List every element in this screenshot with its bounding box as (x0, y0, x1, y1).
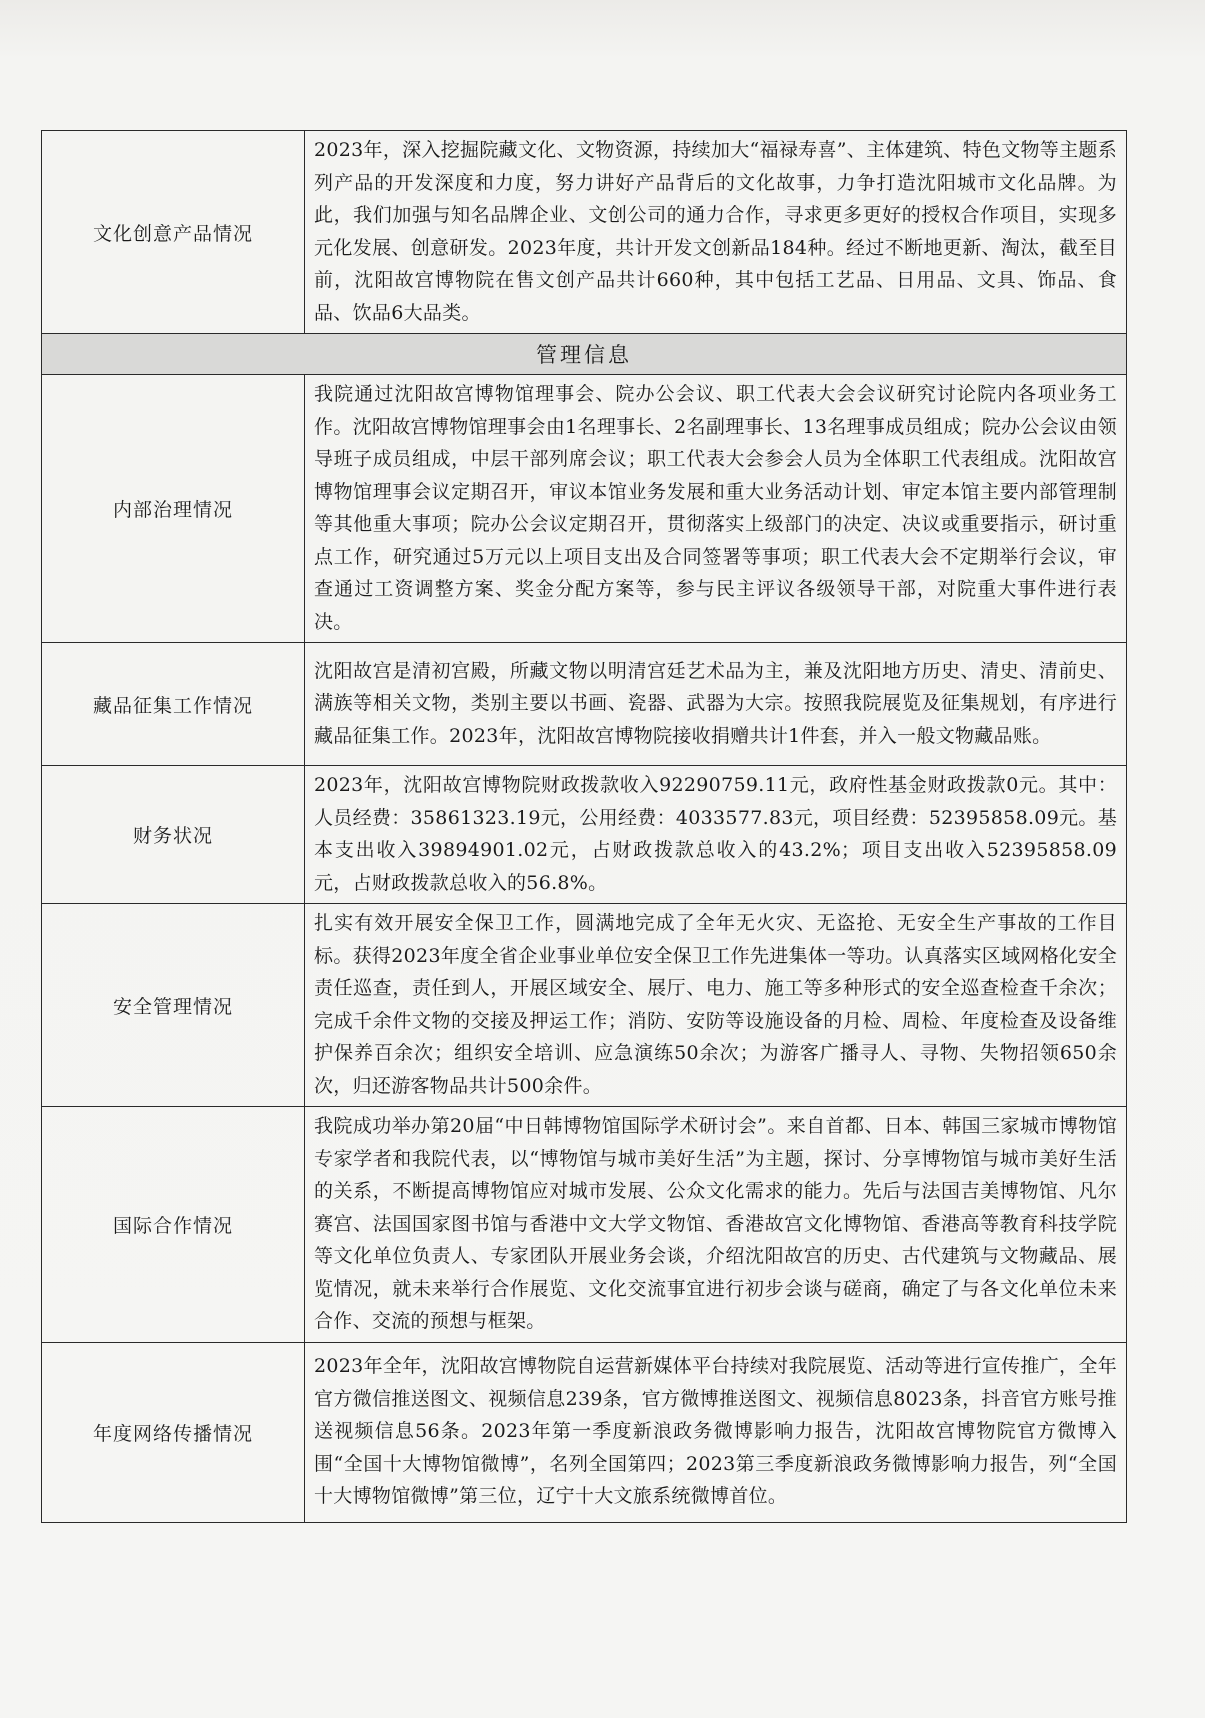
report-table (41, 130, 1127, 1523)
table-row (42, 375, 1127, 643)
row-content-internal-governance: 我院通过沈阳故宫博物馆理事会、院办公会议、职工代表大会会议研究讨论院内各项业务工作。沈阳故宫博物馆理事会由1名理事长、2名副理事长、13名理事成员组成；院办公会议由领导班子成员组成，中层干部列席会议；职工代表大会参会人员为全体职工代表组成。沈阳故宫博物馆理事会议定期召开，审议本馆业务发展和重大业务活动计划、审定本馆主要内部管理制等其他重大事项；院办公会议定期召开，贯彻落实上级部门的决定、决议或重要指示，研讨重点工作，研究通过5万元以上项目支出及合同签署等事项；职工代表大会不定期举行会议，审查通过工资调整方案、奖金分配方案等，参与民主评议各级领导干部，对院重大事件进行表决。 (305, 375, 1127, 643)
row-content-network: 2023年全年，沈阳故宫博物院自运营新媒体平台持续对我院展览、活动等进行宣传推广，全年官方微信推送图文、视频信息239条，官方微博推送图文、视频信息8023条，抖音官方账号推送视频信息56条。2023年第一季度新浪政务微博影响力报告，沈阳故宫博物院官方微博入围“全国十大博物馆微博”，名列全国第四；2023第三季度新浪政务微博影响力报告，列“全国十大博物馆微博”第三位，辽宁十大文旅系统微博首位。 (305, 1342, 1127, 1522)
section-header-row (42, 334, 1127, 375)
row-content-collection: 沈阳故宫是清初宫殿，所藏文物以明清宫廷艺术品为主，兼及沈阳地方历史、清史、清前史、满族等相关文物，类别主要以书画、瓷器、武器为大宗。按照我院展览及征集规划，有序进行藏品征集工作。2023年，沈阳故宫博物院接收捐赠共计1件套，并入一般文物藏品账。 (305, 643, 1127, 766)
row-label-cultural-products: 文化创意产品情况 (42, 131, 305, 334)
row-label-network: 年度网络传播情况 (42, 1342, 305, 1522)
row-label-collection: 藏品征集工作情况 (42, 643, 305, 766)
row-content-international: 我院成功举办第20届“中日韩博物馆国际学术研讨会”。来自首都、日本、韩国三家城市博物馆专家学者和我院代表，以“博物馆与城市美好生活”为主题，探讨、分享博物馆与城市美好生活的关系，不断提高博物馆应对城市发展、公众文化需求的能力。先后与法国吉美博物馆、凡尔赛宫、法国国家图书馆与香港中文大学文物馆、香港故宫文化博物馆、香港高等教育科技学院等文化单位负责人、专家团队开展业务会谈，介绍沈阳故宫的历史、古代建筑与文物藏品、展览情况，就未来举行合作展览、文化交流事宜进行初步会谈与磋商，确定了与各文化单位未来合作、交流的预想与框架。 (305, 1107, 1127, 1343)
row-label-internal-governance: 内部治理情况 (42, 375, 305, 643)
row-content-finance: 2023年，沈阳故宫博物院财政拨款收入92290759.11元，政府性基金财政拨款0元。其中：人员经费：35861323.19元，公用经费：4033577.83元，项目经费：52395858.09元。基本支出收入39894901.02元，占财政拨款总收入的43.2%；项目支出收入52395858.09元，占财政拨款总收入的56.8%。 (305, 766, 1127, 904)
table-row (42, 766, 1127, 904)
table-row (42, 1107, 1127, 1343)
row-content-security: 扎实有效开展安全保卫工作，圆满地完成了全年无火灾、无盗抢、无安全生产事故的工作目标。获得2023年度全省企业事业单位安全保卫工作先进集体一等功。认真落实区域网格化安全责任巡查，责任到人，开展区域安全、展厅、电力、施工等多种形式的安全巡查检查千余次；完成千余件文物的交接及押运工作；消防、安防等设施设备的月检、周检、年度检查及设备维护保养百余次；组织安全培训、应急演练50余次；为游客广播寻人、寻物、失物招领650余次，归还游客物品共计500余件。 (305, 904, 1127, 1107)
table-row (42, 131, 1127, 334)
row-label-international: 国际合作情况 (42, 1107, 305, 1343)
row-label-finance: 财务状况 (42, 766, 305, 904)
row-label-security: 安全管理情况 (42, 904, 305, 1107)
table-row (42, 1342, 1127, 1522)
row-content-cultural-products: 2023年，深入挖掘院藏文化、文物资源，持续加大“福禄寿喜”、主体建筑、特色文物等主题系列产品的开发深度和力度，努力讲好产品背后的文化故事，力争打造沈阳城市文化品牌。为此，我们加强与知名品牌企业、文创公司的通力合作，寻求更多更好的授权合作项目，实现多元化发展、创意研发。2023年度，共计开发文创新品184种。经过不断地更新、淘汰，截至目前，沈阳故宫博物院在售文创产品共计660种，其中包括工艺品、日用品、文具、饰品、食品、饮品6大品类。 (305, 131, 1127, 334)
table-row (42, 643, 1127, 766)
section-title: 管理信息 (42, 334, 1127, 375)
table-row (42, 904, 1127, 1107)
